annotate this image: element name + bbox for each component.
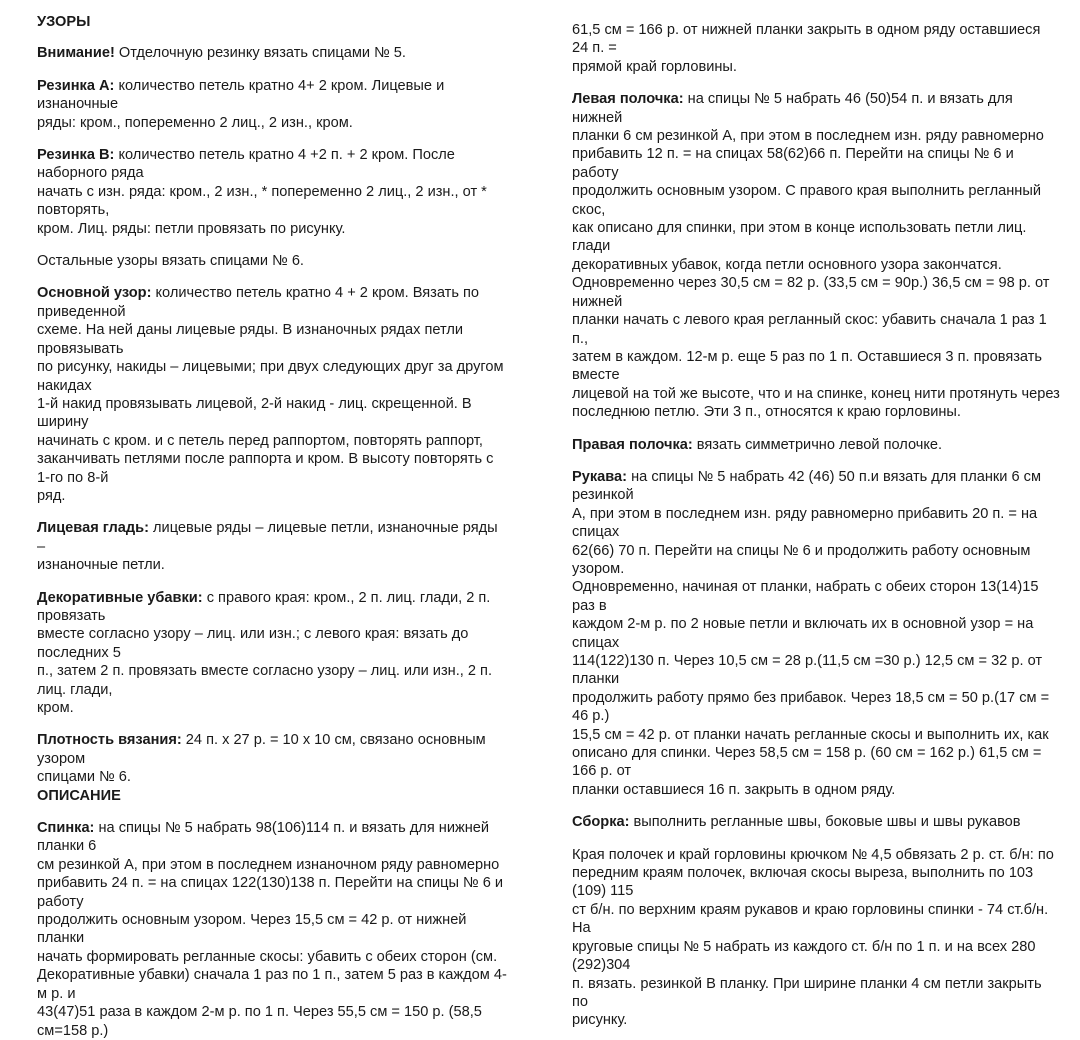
edges-line-2: передним краям полочек, включая скосы выреза, выполнить по 103 (109) 115 bbox=[572, 865, 1034, 900]
left-front-paragraph bbox=[572, 90, 1060, 421]
rib-b-line-1: количество петель кратно 4 +2 п. + 2 кром. После наборного ряда bbox=[37, 147, 455, 182]
left-front-line-3: прибавить 12 п. = на спицах 58(62)66 п. Перейти на спицы № 6 и работу bbox=[572, 146, 1014, 181]
back-continued-paragraph bbox=[572, 21, 1060, 76]
left-front-line-9: затем в каждом. 12-м р. еще 5 раз по 1 п. Оставшиеся 3 п. провязать вместе bbox=[572, 348, 1043, 384]
sleeves-line-1: на спицы № 5 набрать 42 (46) 50 п.и вязать для планки 6 см резинкой bbox=[572, 468, 1041, 504]
sleeves-line-7: продолжить работу прямо без прибавок. Через 18,5 см = 50 р.(17 см = 46 р.) bbox=[572, 689, 1050, 725]
attention-paragraph bbox=[37, 44, 507, 62]
edges-line-1: Края полочек и край горловины крючком № 4,5 обвязать 2 р. ст. б/н: по bbox=[572, 846, 1054, 863]
section-title-description: ОПИСАНИЕ bbox=[37, 787, 121, 804]
left-front-line-7: Одновременно через 30,5 см = 82 р. (33,5 см = 90р.) 36,5 см = 98 р. от нижней bbox=[572, 275, 1050, 310]
main-pattern-line-2: схеме. На ней даны лицевые ряды. В изнаночных рядах петли провязывать bbox=[37, 322, 464, 357]
main-pattern-line-6: заканчивать петлями после раппорта и кром. В высоту повторять с 1-го по 8-й bbox=[37, 451, 494, 486]
left-front-line-11: последнюю петлю. Эти 3 п., относятся к краю горловины. bbox=[572, 404, 961, 421]
edges-line-3: ст б/н. по верхним краям рукавов и краю горловины спинки - 74 ст.б/н. На bbox=[572, 901, 1049, 937]
decreases-line-4: кром. bbox=[37, 700, 74, 716]
gauge-paragraph bbox=[37, 731, 507, 786]
back-paragraph bbox=[37, 819, 507, 1040]
gauge-line-1: 24 п. х 27 р. = 10 х 10 см, связано основным узором bbox=[37, 732, 486, 767]
back-line-3: прибавить 24 п. = на спицах 122(130)138 п. Перейти на спицы № 6 и работу bbox=[37, 875, 504, 910]
other-patterns-paragraph: Остальные узоры вязать спицами № 6. bbox=[37, 253, 304, 270]
right-front-label: Правая полочка: bbox=[572, 436, 693, 453]
back-cont-line-2: прямой край горловины. bbox=[572, 58, 737, 75]
attention-label: Внимание! bbox=[37, 45, 115, 62]
left-front-line-2: планки 6 см резинкой А, при этом в последнем изн. ряду равномерно bbox=[572, 128, 1044, 145]
left-front-label: Левая полочка: bbox=[572, 91, 684, 108]
decreases-label: Декоративные убавки: bbox=[37, 589, 203, 606]
assembly-paragraph bbox=[572, 813, 1060, 831]
back-line-4: продолжить основным узором. Через 15,5 см = 42 р. от нижней планки bbox=[37, 912, 467, 947]
decreases-line-3: п., затем 2 п. провязать вместе согласно узору – лиц. или изн., 2 п. лиц. глади, bbox=[37, 663, 492, 698]
main-pattern-line-5: начинать с кром. и с петель перед раппортом, повторять раппорт, bbox=[37, 432, 483, 449]
sleeves-line-3: 62(66) 70 п. Перейти на спицы № 6 и продолжить работу основным узором. bbox=[572, 542, 1031, 577]
edges-line-6: рисунку. bbox=[572, 1012, 628, 1029]
left-front-line-6: декоративных убавок, когда петли основного узора закончатся. bbox=[572, 256, 1002, 273]
rib-a-paragraph bbox=[37, 77, 507, 132]
edges-paragraph bbox=[572, 846, 1060, 1030]
left-column bbox=[37, 0, 507, 1040]
sleeves-paragraph bbox=[572, 468, 1060, 799]
main-pattern-paragraph bbox=[37, 284, 507, 505]
decreases-line-2: вместе согласно узору – лиц. или изн.; с левого края: вязать до последних 5 bbox=[37, 626, 469, 661]
edges-line-5: п. вязать. резинкой В планку. При ширине планки 4 см петли закрыть по bbox=[572, 975, 1042, 1010]
stockinette-line-1: лицевые ряды – лицевые петли, изнаночные ряды – bbox=[37, 520, 498, 555]
rib-a-line-2: ряды: кром., попеременно 2 лиц., 2 изн., кром. bbox=[37, 114, 353, 131]
stockinette-line-2: изнаночные петли. bbox=[37, 557, 165, 574]
sleeves-line-8: 15,5 см = 42 р. от планки начать регланные скосы и выполнить их, как bbox=[572, 726, 1049, 743]
main-pattern-line-1: количество петель кратно 4 + 2 кром. Вязать по приведенной bbox=[37, 285, 480, 320]
main-pattern-line-4: 1-й накид провязывать лицевой, 2-й накид - лиц. скрещенной. В ширину bbox=[37, 395, 472, 431]
left-front-line-10: лицевой на той же высоте, что и на спинке, конец нити протянуть через bbox=[572, 385, 1060, 402]
sleeves-label: Рукава: bbox=[572, 468, 628, 485]
back-line-1: на спицы № 5 набрать 98(106)114 п. и вязать для нижней планки 6 bbox=[37, 820, 490, 855]
back-line-5: начать формировать регланные скосы: убавить с обеих сторон (см. bbox=[37, 948, 498, 965]
edges-line-4: круговые спицы № 5 набрать из каждого ст. б/н по 1 п. и на всех 280 (292)304 bbox=[572, 938, 1036, 974]
sleeves-line-2: А, при этом в последнем изн. ряду равномерно прибавить 20 п. = на спицах bbox=[572, 505, 1038, 541]
back-label: Спинка: bbox=[37, 820, 95, 837]
rib-b-label: Резинка В: bbox=[37, 147, 115, 164]
attention-text: Отделочную резинку вязать спицами № 5. bbox=[114, 45, 406, 62]
left-front-line-4: продолжить основным узором. С правого края выполнить регланный скос, bbox=[572, 183, 1042, 218]
main-pattern-line-7: ряд. bbox=[37, 487, 66, 504]
back-line-2: см резинкой А, при этом в последнем изнаночном ряду равномерно bbox=[37, 856, 500, 873]
stockinette-paragraph bbox=[37, 519, 507, 574]
sleeves-line-5: каждом 2-м р. по 2 новые петли и включать их в основной узор = на спицах bbox=[572, 616, 1034, 651]
assembly-label: Сборка: bbox=[572, 814, 630, 831]
left-front-line-1: на спицы № 5 набрать 46 (50)54 п. и вязать для нижней bbox=[572, 91, 1013, 126]
decreases-line-1: с правого края: кром., 2 п. лиц. глади, 2 п. провязать bbox=[37, 589, 491, 624]
rib-a-label: Резинка А: bbox=[37, 77, 115, 94]
section-title-patterns: УЗОРЫ bbox=[37, 14, 91, 30]
gauge-label: Плотность вязания: bbox=[37, 732, 182, 749]
right-front-text: вязать симметрично левой полочке. bbox=[692, 436, 943, 453]
right-column bbox=[572, 0, 1060, 1030]
rib-a-line-1: количество петель кратно 4+ 2 кром. Лицевые и изнаночные bbox=[37, 77, 445, 113]
back-line-6: Декоративные убавки) сначала 1 раз по 1 п., затем 5 раз в каждом 4-м р. и bbox=[37, 967, 507, 1002]
rib-b-line-3: кром. Лиц. ряды: петли провязать по рисунку. bbox=[37, 220, 346, 237]
gauge-line-2: спицами № 6. bbox=[37, 769, 131, 786]
rib-b-paragraph bbox=[37, 146, 507, 238]
sleeves-line-9: описано для спинки. Через 58,5 см = 158 р. (60 см = 162 р.) 61,5 см = 166 р. от bbox=[572, 745, 1042, 780]
main-pattern-line-3: по рисунку, накиды – лицевыми; при двух следующих друг за другом накидах bbox=[37, 359, 504, 394]
sleeves-line-10: планки оставшиеся 16 п. закрыть в одном ряду. bbox=[572, 781, 896, 798]
main-pattern-label: Основной узор: bbox=[37, 285, 152, 302]
sleeves-line-4: Одновременно, начиная от планки, набрать с обеих сторон 13(14)15 раз в bbox=[572, 579, 1039, 614]
back-cont-line-1: 61,5 см = 166 р. от нижней планки закрыть в одном ряду оставшиеся 24 п. = bbox=[572, 22, 1041, 57]
right-front-paragraph bbox=[572, 436, 1060, 454]
left-front-line-5: как описано для спинки, при этом в конце использовать петли лиц. глади bbox=[572, 220, 1027, 255]
left-front-line-8: планки начать с левого края регланный скос: убавить сначала 1 раз 1 п., bbox=[572, 312, 1047, 347]
rib-b-line-2: начать с изн. ряда: кром., 2 изн., * попеременно 2 лиц., 2 изн., от * повторять, bbox=[37, 183, 487, 219]
sleeves-line-6: 114(122)130 п. Через 10,5 см = 28 р.(11,5 см =30 р.) 12,5 см = 32 р. от планки bbox=[572, 653, 1043, 688]
back-line-7: 43(47)51 раза в каждом 2-м р. по 1 п. Через 55,5 см = 150 р. (58,5 см=158 р.) bbox=[37, 1004, 482, 1039]
assembly-text: выполнить регланные швы, боковые швы и швы рукавов bbox=[629, 814, 1021, 831]
decreases-paragraph bbox=[37, 589, 507, 718]
stockinette-label: Лицевая гладь: bbox=[37, 520, 149, 537]
